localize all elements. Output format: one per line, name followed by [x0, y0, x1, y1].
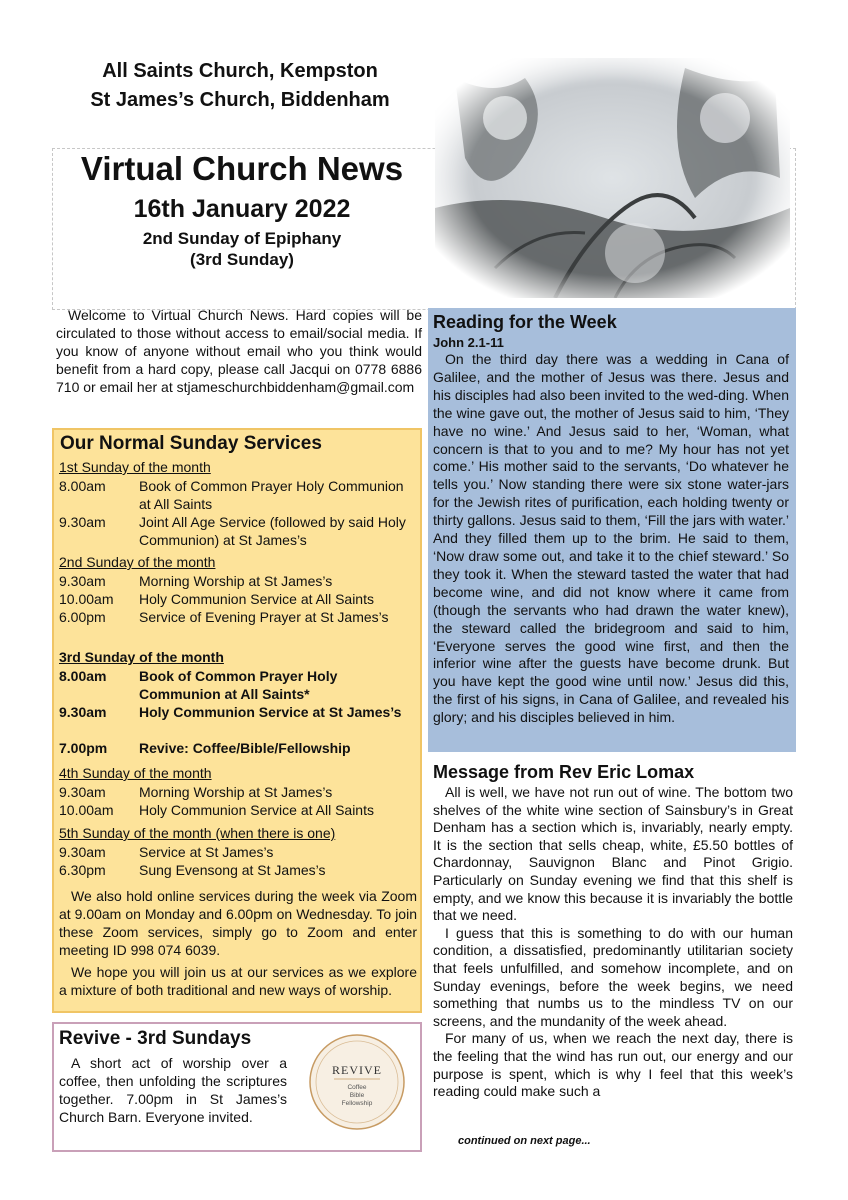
- service-time: 9.30am: [59, 704, 107, 720]
- service-description: Holy Communion Service at St James’s: [139, 704, 402, 720]
- week5-heading: 5th Sunday of the month (when there is one): [59, 825, 336, 841]
- sunday-services-box: [52, 428, 422, 1013]
- service-time: 10.00am: [59, 591, 114, 607]
- service-description: Holy Communion Service at All Saints: [139, 802, 374, 818]
- revive-logo-line2: Bible: [349, 1092, 365, 1099]
- service-time: 10.00am: [59, 802, 114, 818]
- church-name-kempston: All Saints Church, Kempston: [102, 60, 378, 82]
- message-paragraph-1: All is well, we have not run out of wine. The bottom two shelves of the white wine section of Sainsbury’s in Great Denham has a section which is, invariably, nearly empty. It is the section that sells cheap, white, £5.50 bottles of Chardonnay, Sauvignon Blanc and Pinot Grigio. Particularly on Sunday evening we find that this shelf is empty, and we know this because it is invariably the bottle that we need.: [433, 784, 793, 924]
- page-title: Virtual Church News: [80, 150, 404, 187]
- revive-logo-line1: Coffee: [347, 1084, 367, 1091]
- week2-heading: 2nd Sunday of the month: [59, 554, 216, 570]
- revive-logo-word: REVIVE: [332, 1063, 382, 1077]
- reading-text: On the third day there was a wedding in Cana of Galilee, and the mother of Jesus was there. Jesus and his disciples had also been invited to the wed-ding. When the wine gave out, the mother of Jesus said to him, ‘They have no wine.’ And Jesus said to her, ‘Woman, what concern is that to you and to me? My hour has not yet come.’ His mother said to the servants, ‘Do whatever he tells you.’ Now standing there were six stone water-jars for the Jewish rites of purification, each holding twenty or thirty gallons. Jesus said to them, ‘Fill the jars with water.’ And they filled them up to the brim. He said to them, ‘Now draw some out, and take it to the chief steward.’ So they took it. When the steward tasted the water that had become wine, and did not know where it came from (though the servants who had drawn the water knew), the steward called the bridegroom and said to him, ‘Everyone serves the good wine first, and then the inferior wine after the guests have become drunk. But you have kept the good wine until now.’ Jesus did this, the first of his signs, in Cana of Galilee, and revealed his glory; and his disciples believed in him.: [433, 351, 789, 726]
- revive-box: [52, 1022, 422, 1152]
- church-name-biddenham: St James’s Church, Biddenham: [90, 89, 390, 111]
- reading-reference: John 2.1-11: [433, 335, 504, 350]
- service-time: 9.30am: [59, 573, 106, 589]
- message-paragraph-2: I guess that this is something to do with our human condition, a dissatisfied, predominantly utilitarian society that feels unfulfilled, and somehow incomplete, and on Sunday evenings, before the week begins, we need something that numbs us to the mindless TV on our screens, and the mundanity of the week ahead.: [433, 924, 793, 1029]
- service-time: 9.30am: [59, 514, 106, 530]
- issue-date: 16th January 2022: [133, 195, 351, 223]
- week3-heading: 3rd Sunday of the month: [59, 649, 224, 665]
- reading-title: Reading for the Week: [433, 312, 617, 332]
- revive-description: A short act of worship over a coffee, then unfolding the scriptures together. 7.00pm in St James’s Church Barn. Everyone invited.: [59, 1055, 287, 1125]
- service-description: Revive: Coffee/Bible/Fellowship: [139, 740, 351, 756]
- message-paragraph-3: For many of us, when we reach the next day, there is the feeling that the wind has run out, our energy and our purpose is spent, which is why I feel that this week’s reading could make such a: [433, 1030, 793, 1100]
- message-body: [433, 784, 793, 1101]
- sunday-number: (3rd Sunday): [190, 250, 294, 269]
- liturgical-week: 2nd Sunday of Epiphany: [142, 229, 342, 248]
- service-time: 7.00pm: [59, 740, 108, 756]
- services-title: Our Normal Sunday Services: [60, 433, 322, 454]
- service-time: 9.30am: [59, 844, 106, 860]
- service-description: Joint All Age Service (followed by said Holy Communion) at St James’s: [139, 514, 406, 548]
- service-time: 6.00pm: [59, 609, 106, 625]
- service-time: 8.00am: [59, 478, 106, 494]
- week1-heading: 1st Sunday of the month: [59, 459, 211, 475]
- service-time: 8.00am: [59, 668, 107, 684]
- service-time: 6.30pm: [59, 862, 106, 878]
- zoom-services-text: We also hold online services during the week via Zoom at 9.00am on Monday and 6.00pm on Wednesday. To join these Zoom services, simply go to Zoom and enter meeting ID 998 074 6039.: [59, 888, 417, 958]
- revive-logo: [307, 1032, 407, 1132]
- revive-logo-line3: Fellowship: [341, 1100, 373, 1107]
- reading-box: [428, 308, 796, 752]
- service-description: Service at St James’s: [139, 844, 274, 860]
- service-description: Book of Common Prayer Holy Communion at All Saints: [139, 478, 404, 512]
- service-description: Book of Common Prayer Holy Communion at All Saints*: [139, 668, 338, 702]
- service-description: Morning Worship at St James’s: [139, 784, 333, 800]
- revive-title: Revive - 3rd Sundays: [59, 1028, 252, 1049]
- snowy-trees-photo: [435, 58, 790, 298]
- service-description: Sung Evensong at St James’s: [139, 862, 326, 878]
- week4-heading: 4th Sunday of the month: [59, 765, 212, 781]
- service-description: Service of Evening Prayer at St James’s: [139, 609, 389, 625]
- welcome-hope-text: We hope you will join us at our services as we explore a mixture of both traditional and new ways of worship.: [59, 964, 417, 998]
- service-description: Morning Worship at St James’s: [139, 573, 333, 589]
- message-title: Message from Rev Eric Lomax: [433, 762, 695, 782]
- continued-note: continued on next page...: [458, 1135, 591, 1147]
- service-time: 9.30am: [59, 784, 106, 800]
- welcome-paragraph: Welcome to Virtual Church News. Hard copies will be circulated to those without access to email/social media. If you know of anyone without email who you think would benefit from a hard copy, please call Jacqui on 0778 6886 710 or email her at stjameschurchbiddenham@gmail.com: [56, 307, 422, 395]
- service-description: Holy Communion Service at All Saints: [139, 591, 374, 607]
